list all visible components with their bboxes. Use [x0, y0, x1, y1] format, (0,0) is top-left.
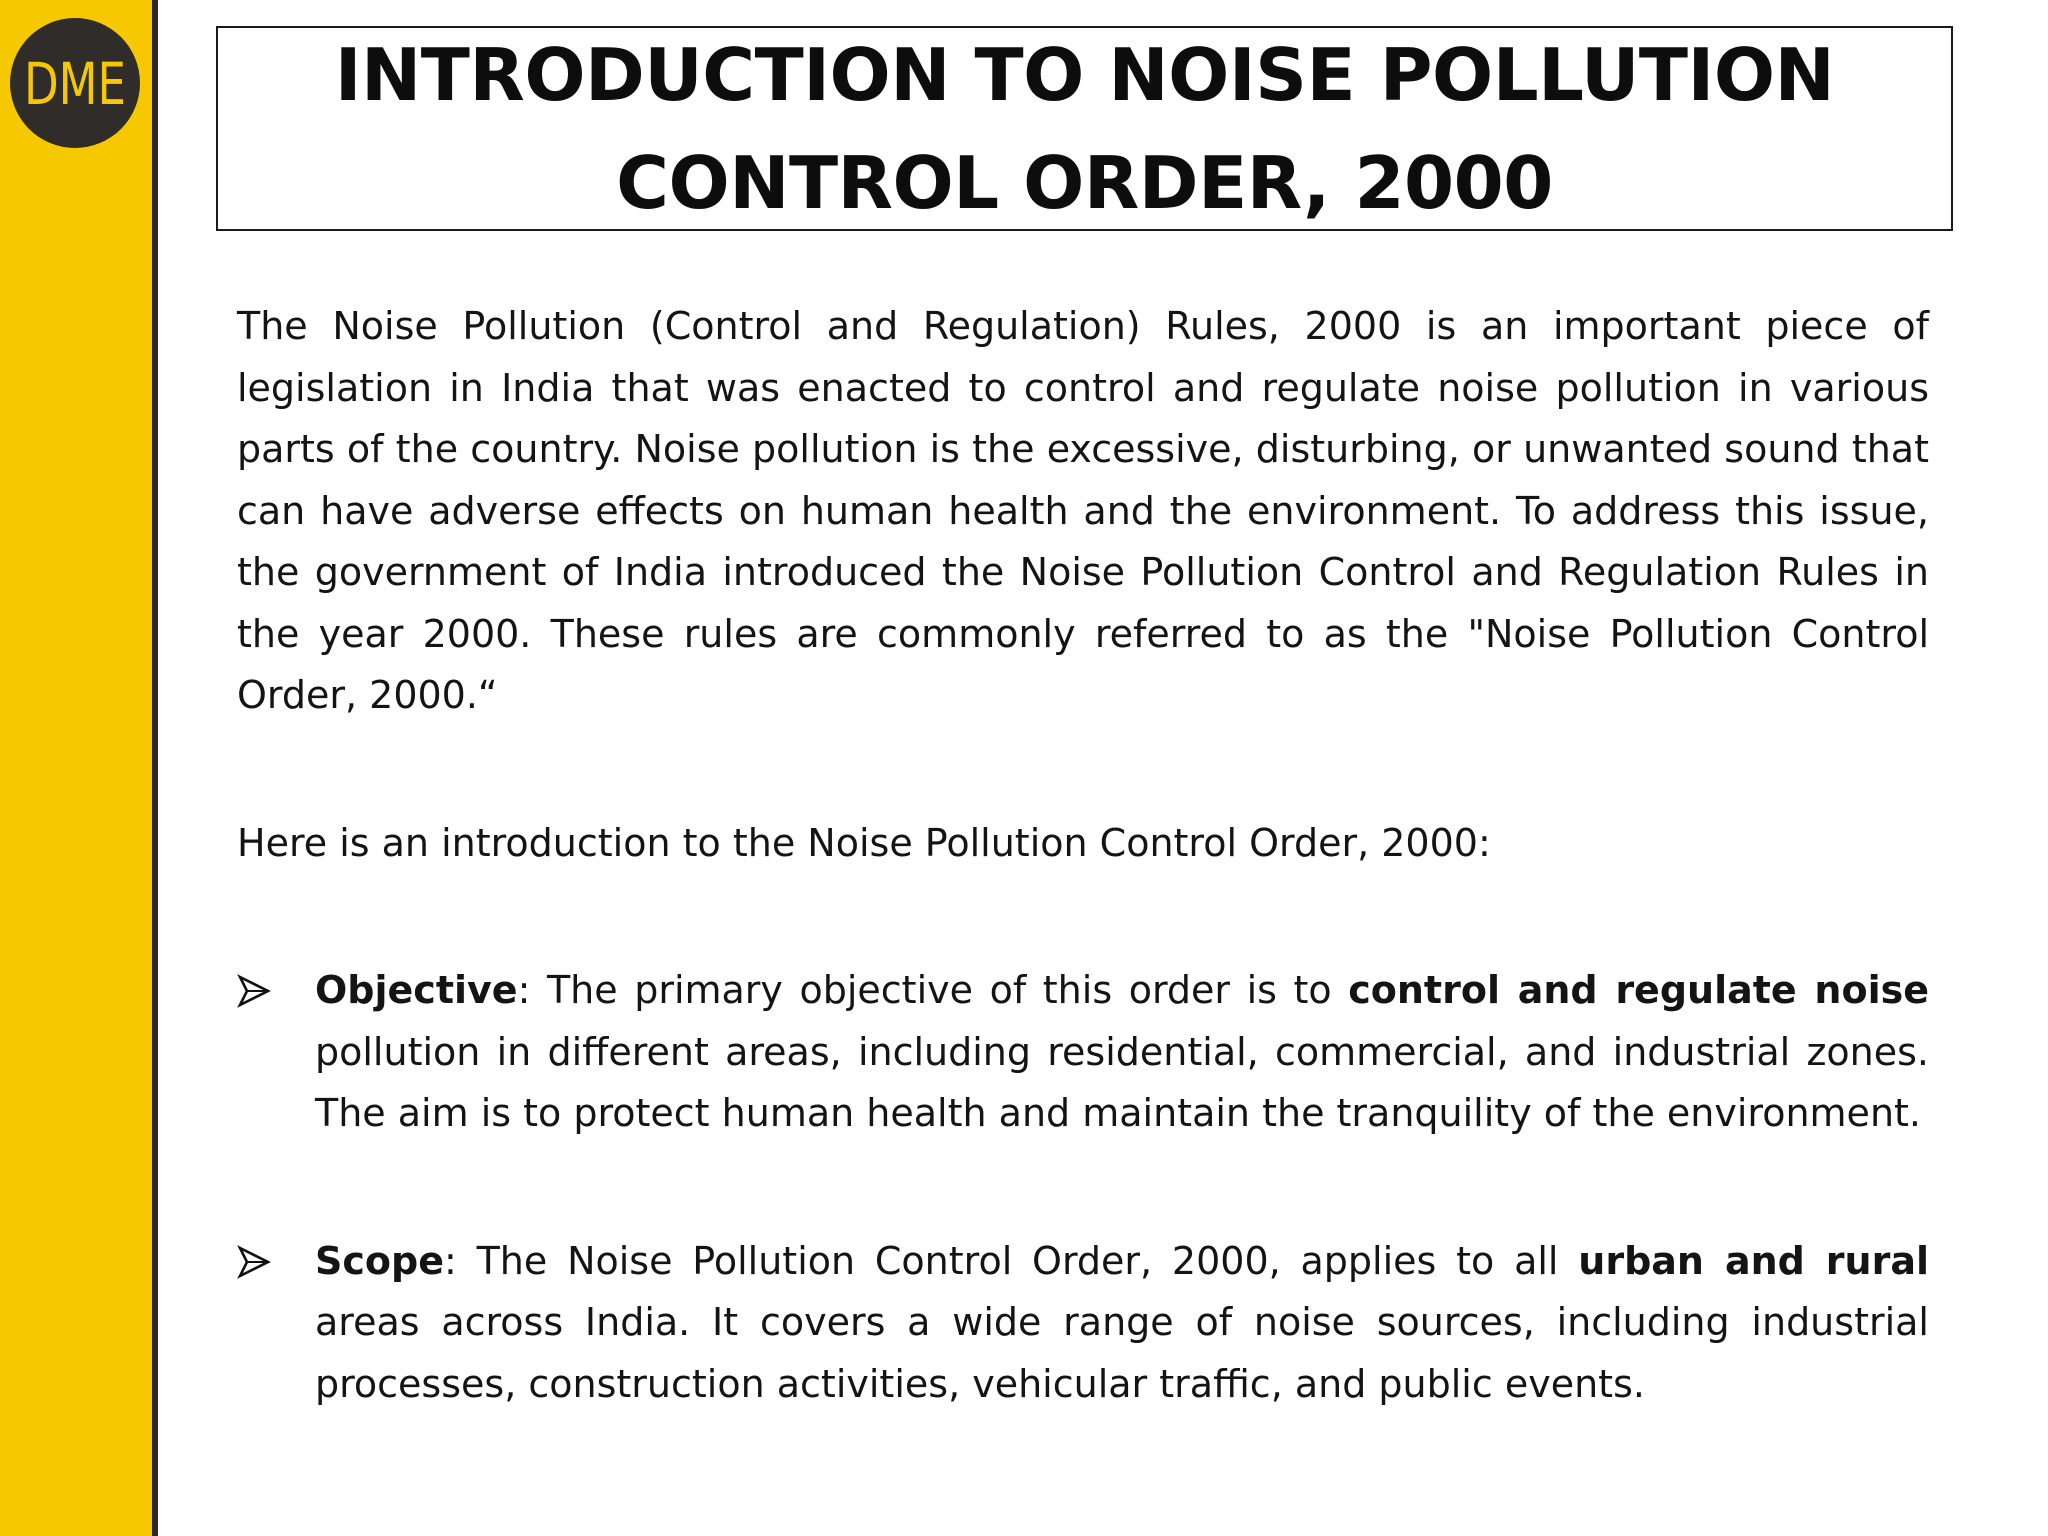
content-body: [237, 296, 1929, 1415]
title-line-2: CONTROL ORDER, 2000: [616, 140, 1553, 225]
intro-paragraph: The Noise Pollution (Control and Regulation) Rules, 2000 is an important piece of legislation in India that was enacted to control and regulate noise pollution in various parts of the country. Noise pollution is the excessive, disturbing, or unwanted sound that can have adverse effects on human health and the environment. To address this issue, the government of India introduced the Noise Pollution Control and Regulation Rules in the year 2000. These rules are commonly referred to as the "Noise Pollution Control Order, 2000.“: [237, 304, 1929, 717]
bullet-emphasis: urban and rural: [1578, 1238, 1929, 1283]
bullet-emphasis: control and regulate noise: [1348, 968, 1929, 1012]
bullet-term: Objective: [315, 968, 518, 1012]
bullet-text: areas across India. It covers a wide range of noise sources, including industrial processes, construction activities, vehicular traffic, and public events.: [315, 1300, 1929, 1406]
logo-text: DME: [24, 50, 126, 118]
bullet-scope: [237, 1231, 1929, 1416]
side-accent-bar: [0, 0, 152, 1536]
title-box: [216, 26, 1953, 231]
dme-logo: [10, 18, 140, 148]
bullet-text: The Noise Pollution Control Order, 2000, applies to all: [456, 1238, 1579, 1283]
list-intro-line: Here is an introduction to the Noise Pollution Control Order, 2000:: [237, 820, 1491, 865]
bullet-separator: :: [443, 1238, 457, 1283]
arrowhead-bullet-icon: [237, 1245, 271, 1279]
dme-logo-mark: [10, 18, 140, 148]
page-title: [335, 21, 1835, 237]
bullet-separator: :: [517, 968, 531, 1012]
side-divider-line: [152, 0, 158, 1536]
arrowhead-bullet-icon: [237, 974, 271, 1008]
bullet-list: [237, 960, 1929, 1415]
bullet-text: pollution in different areas, including residential, commercial, and industrial zones. The aim is to protect human health and maintain the tranquility of the environment.: [315, 1029, 1929, 1135]
title-line-1: INTRODUCTION TO NOISE POLLUTION: [334, 32, 1835, 117]
bullet-term: Scope: [315, 1238, 444, 1283]
bullet-objective: [237, 960, 1929, 1145]
bullet-text: The primary objective of this order is to: [530, 968, 1349, 1012]
